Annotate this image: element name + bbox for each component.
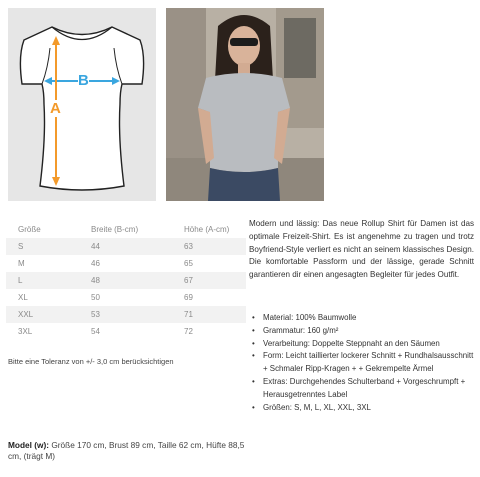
cell-height: 72 [184, 327, 193, 336]
cell-width: 53 [79, 306, 172, 323]
label-a: A [50, 100, 61, 117]
feature-list [252, 312, 477, 414]
cell-size: M [18, 259, 25, 268]
cell-size: 3XL [18, 327, 33, 336]
label-b: B [78, 72, 89, 89]
table-row [6, 323, 246, 340]
feature-item: • Grammatur: 160 g/m² [252, 325, 477, 338]
table-header-row [6, 220, 246, 238]
size-diagram [8, 8, 156, 201]
tolerance-note: Bitte eine Toleranz von +/- 3,0 cm berücksichtigen [8, 357, 174, 366]
model-info [8, 440, 253, 462]
model-text: Größe 170 cm, Brust 89 cm, Taille 62 cm, Hüfte 88,5 cm, (trägt M) [8, 440, 245, 461]
table-row [6, 306, 246, 323]
feature-item: • Form: Leicht taillierter lockerer Schnitt + Rundhalsausschnitt + Schmaler Ripp-Kragen + + Gekrempelte Ärmel [252, 350, 477, 376]
header-height: Höhe (A-cm) [184, 224, 230, 234]
feature-item: • Extras: Durchgehendes Schulterband + Vorgeschrumpft + Herausgetrenntes Label [252, 376, 477, 402]
cell-height: 65 [184, 259, 193, 268]
cell-size: XL [18, 293, 28, 302]
table-row [6, 238, 246, 255]
header-width: Breite (B-cm) [91, 224, 139, 234]
feature-item: • Größen: S, M, L, XL, XXL, 3XL [252, 402, 477, 415]
table-row [6, 289, 246, 306]
cell-width: 48 [79, 272, 172, 289]
table-row [6, 255, 246, 272]
cell-size: XXL [6, 306, 79, 323]
cell-height: 71 [172, 306, 246, 323]
cell-height: 63 [172, 238, 246, 255]
tshirt-outline-icon [8, 8, 156, 201]
cell-size: L [6, 272, 79, 289]
size-table [6, 220, 246, 340]
product-description: Modern und lässig: Das neue Rollup Shirt für Damen ist das optimale Freizeit-Shirt. Es ist angenehme zu tragen und trotz Boyfriend-Style verliert es nicht an seinem klassisches Design. Die komfortable Passform und der lässige, gerade Schnitt garantieren dir einen angesagten Begleiter für jedes Outfit. [249, 219, 474, 280]
cell-width: 46 [91, 259, 100, 268]
cell-height: 69 [184, 293, 193, 302]
model-label: Model (w): [8, 440, 50, 450]
cell-height: 67 [172, 272, 246, 289]
header-size: Größe [18, 224, 41, 234]
table-row [6, 272, 246, 289]
model-photo [166, 8, 324, 201]
cell-size: S [6, 238, 79, 255]
cell-width: 54 [91, 327, 100, 336]
cell-width: 44 [79, 238, 172, 255]
cell-width: 50 [91, 293, 100, 302]
feature-item: • Material: 100% Baumwolle [252, 312, 477, 325]
feature-item: • Verarbeitung: Doppelte Steppnaht an den Säumen [252, 338, 477, 351]
